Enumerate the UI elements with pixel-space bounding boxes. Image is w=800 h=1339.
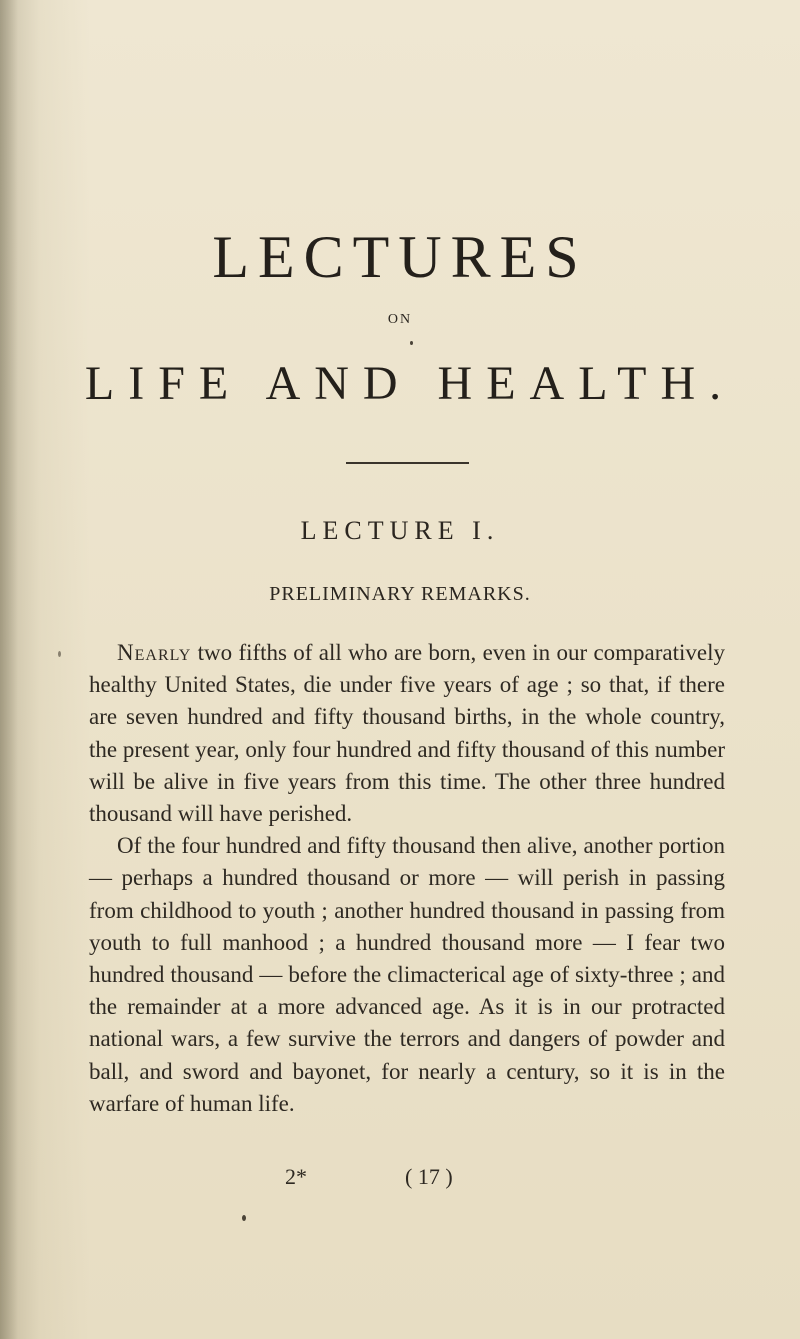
- page-number: ( 17 ): [405, 1164, 453, 1189]
- page-footer: [0, 1164, 800, 1194]
- ink-speck: [58, 651, 61, 657]
- paragraph-2: Of the four hundred and fifty thousand then alive, another portion — perhaps a hundred thousand or more — will perish in passing from childhood to youth ; another hundred thousand in passing from youth to full manhood ; a hundred thousand more — I fear two hundred thousand — before the climacterical age of sixty-three ; and the remainder at a more advanced age. As it is in our protracted national wars, a few survive the terrors and dangers of powder and ball, and sword and bayonet, for nearly a century, so it is in the warfare of human life.: [89, 833, 725, 1116]
- title-subtitle: LIFE AND HEALTH.: [84, 357, 736, 410]
- paragraph-1: [89, 637, 725, 830]
- body-text: [89, 637, 725, 1120]
- paragraph-1-lead: Nearly: [117, 640, 192, 665]
- paragraph-1-text: two fifths of all who are born, even in our comparatively healthy United States, die under five years of age ; so that, if there are seven hundred and fifty thousand births, in the whole country, the present year, only four hundred and fifty thousand of this number will be alive in five years from this time. The other three hundred thousand will have perished.: [89, 640, 725, 827]
- lecture-heading: LECTURE I.: [300, 516, 500, 545]
- title-main: LECTURES: [212, 224, 588, 290]
- section-heading: PRELIMINARY REMARKS.: [269, 583, 531, 605]
- ink-speck: [242, 1215, 246, 1221]
- binding-shadow: [0, 0, 18, 1339]
- signature-mark: 2*: [285, 1164, 307, 1189]
- title-connector: ON: [387, 312, 413, 327]
- title-rule: [346, 462, 469, 464]
- ink-speck: [410, 341, 413, 345]
